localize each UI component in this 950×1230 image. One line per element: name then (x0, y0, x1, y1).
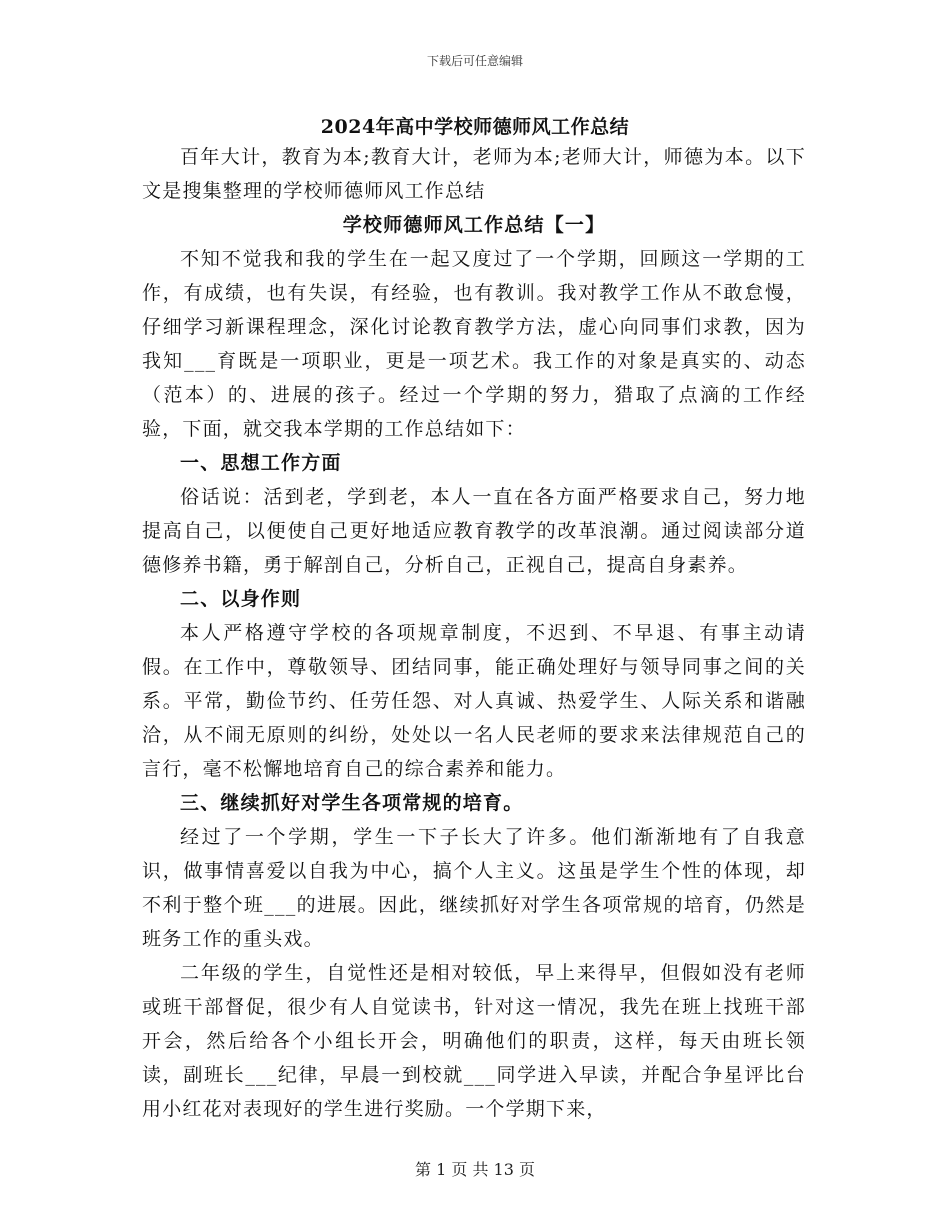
heading-thought-work: 一、思想工作方面 (180, 452, 342, 474)
document-body (142, 140, 806, 1126)
paragraph-3: 本人严格遵守学校的各项规章制度，不迟到、不早退、有事主动请假。在工作中，尊敬领导、团结同事，能正确处理好与领导同事之间的关系。平常，勤俭节约、任劳任怨、对人真诚、热爱学生、人际关系和谐融洽，从不闹无原则的纠纷，处处以一名人民老师的要求来法律规范自己的言行，毫不松懈地培育自己的综合素养和能力。 (142, 622, 806, 780)
paragraph-5: 二年级的学生，自觉性还是相对较低，早上来得早，但假如没有老师或班干部督促，很少有人自觉读书，针对这一情况，我先在班上找班干部开会，然后给各个小组长开会，明确他们的职责，这样，每天由班长领读，副班长___纪律，早晨一到校就___同学进入早读，并配合争星评比台用小红花对表现好的学生进行奖励。一个学期下来， (142, 962, 806, 1120)
page-header-note: 下载后可任意编辑 (426, 54, 523, 68)
paragraph-2: 俗话说：活到老，学到老，本人一直在各方面严格要求自己，努力地提高自己，以便使自己更好地适应教育教学的改革浪潮。通过阅读部分道德修养书籍，勇于解剖自己，分析自己，正视自己，提高自身素养。 (142, 486, 806, 576)
paragraph-4: 经过了一个学期，学生一下子长大了许多。他们渐渐地有了自我意识，做事情喜爱以自我为中心，搞个人主义。这虽是学生个性的体现，却不利于整个班___的进展。因此，继续抓好对学生各项常规的培育，仍然是班务工作的重头戏。 (142, 826, 806, 950)
heading-lead-by-example: 二、以身作则 (180, 588, 302, 610)
heading-student-routines: 三、继续抓好对学生各项常规的培育。 (180, 792, 524, 814)
intro-paragraph: 百年大计，教育为本;教育大计，老师为本;老师大计，师德为本。以下文是搜集整理的学校师德师风工作总结 (142, 146, 806, 202)
paragraph-1: 不知不觉我和我的学生在一起又度过了一个学期，回顾这一学期的工作，有成绩，也有失误，有经验，也有教训。我对教学工作从不敢怠慢，仔细学习新课程理念，深化讨论教育教学方法，虚心向同事们求教，因为我知___育既是一项职业，更是一项艺术。我工作的对象是真实的、动态（范本）的、进展的孩子。经过一个学期的努力，猎取了点滴的工作经验，下面，就交我本学期的工作总结如下： (142, 248, 806, 440)
section-title: 学校师德师风工作总结【一】 (342, 214, 606, 236)
document-title: 2024年高中学校师德师风工作总结 (320, 116, 630, 138)
page-number-footer: 第 1 页 共 13 页 (415, 1160, 535, 1179)
